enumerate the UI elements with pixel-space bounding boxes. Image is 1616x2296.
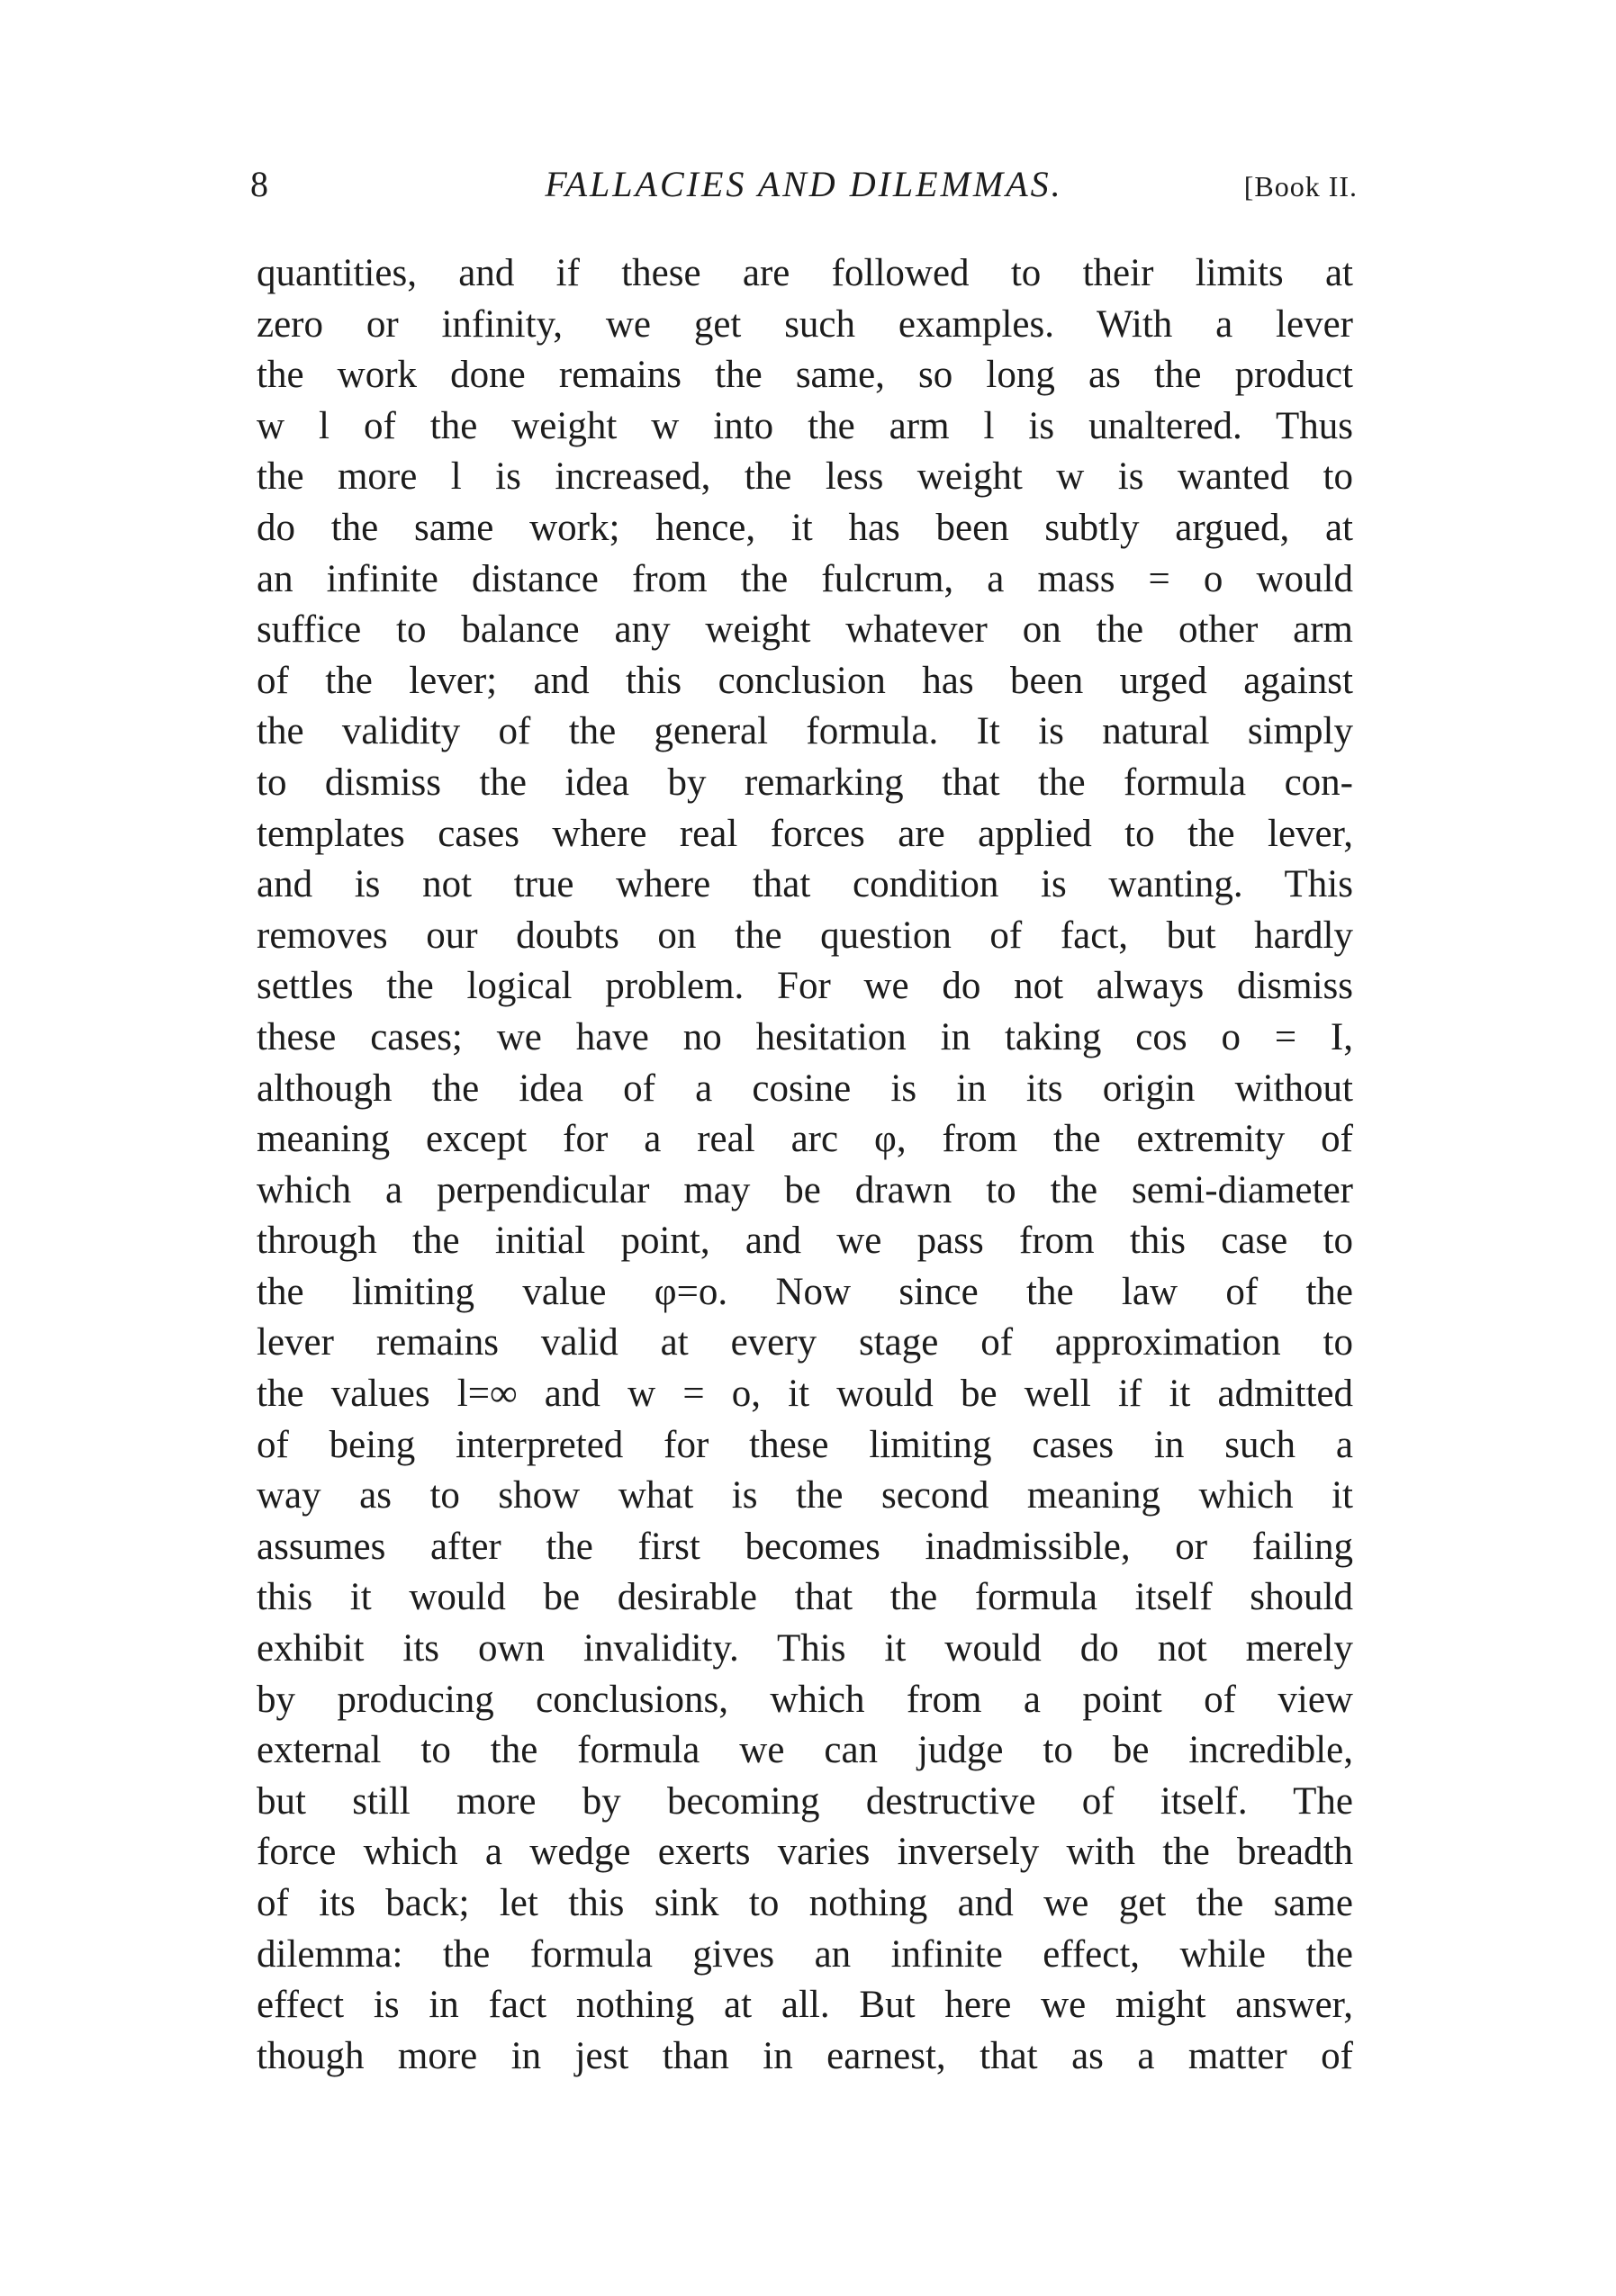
page-header [250, 162, 1358, 216]
text-line: though more in jest than in earnest, that as a matter of [257, 2034, 1353, 2077]
text-line: assumes after the first becomes inadmissible, or failing [257, 1525, 1353, 1568]
page-number: 8 [250, 164, 268, 204]
text-line: of its back; let this sink to nothing and we get the same [257, 1882, 1353, 1924]
text-line: this it would be desirable that the formula itself should [257, 1576, 1353, 1619]
text-line: these cases; we have no hesitation in taking cos o = I, [257, 1015, 1353, 1058]
text-line: of the lever; and this conclusion has been urged against [257, 659, 1353, 702]
text-line: removes our doubts on the question of fact, but hardly [257, 914, 1353, 957]
text-line: meaning except for a real arc φ, from the extremity of [257, 1118, 1353, 1161]
text-line: by producing conclusions, which from a point of view [257, 1678, 1353, 1721]
text-line: the limiting value φ=o. Now since the law of the [257, 1270, 1353, 1313]
text-line: quantities, and if these are followed to their limits at [257, 252, 1353, 294]
text-line: through the initial point, and we pass from this case to [257, 1220, 1353, 1263]
text-line: suffice to balance any weight whatever on the other arm [257, 608, 1353, 652]
text-line: the validity of the general formula. It is natural simply [257, 710, 1353, 753]
text-line: the more l is increased, the less weight w is wanted to [257, 455, 1353, 499]
text-line: although the idea of a cosine is in its origin without [257, 1067, 1353, 1110]
text-line: of being interpreted for these limiting cases in such a [257, 1423, 1353, 1466]
text-line: the values l=∞ and w = o, it would be well if it admitted [257, 1373, 1353, 1416]
text-line: and is not true where that condition is wanting. This [257, 863, 1353, 906]
text-line: but still more by becoming destructive of itself. The [257, 1779, 1353, 1823]
text-line: dilemma: the formula gives an infinite effect, while the [257, 1932, 1353, 1976]
text-line: external to the formula we can judge to be incredible, [257, 1729, 1353, 1772]
text-line: do the same work; hence, it has been subtly argued, at [257, 506, 1353, 549]
text-line: lever remains valid at every stage of approximation to [257, 1321, 1353, 1364]
book-reference: [Book II. [1243, 170, 1358, 203]
running-title: FALLACIES AND DILEMMAS. [545, 164, 1063, 204]
text-line: the work done remains the same, so long as the product [257, 354, 1353, 397]
text-line: settles the logical problem. For we do not always dismiss [257, 965, 1353, 1008]
text-line: templates cases where real forces are applied to the lever, [257, 812, 1353, 855]
text-line: exhibit its own invalidity. This it would do not merely [257, 1627, 1353, 1670]
text-line: an infinite distance from the fulcrum, a mass = o would [257, 557, 1353, 600]
text-line: which a perpendicular may be drawn to the semi-diameter [257, 1168, 1353, 1211]
text-line: w l of the weight w into the arm l is unaltered. Thus [257, 404, 1353, 447]
body-text [257, 248, 1353, 2082]
text-line: to dismiss the idea by remarking that the formula con- [257, 761, 1353, 804]
text-line: force which a wedge exerts varies inversely with the breadth [257, 1831, 1353, 1874]
text-line: effect is in fact nothing at all. But here we might answer, [257, 1984, 1353, 2027]
text-line: way as to show what is the second meaning which it [257, 1474, 1353, 1517]
text-line: zero or infinity, we get such examples. With a lever [257, 302, 1353, 346]
